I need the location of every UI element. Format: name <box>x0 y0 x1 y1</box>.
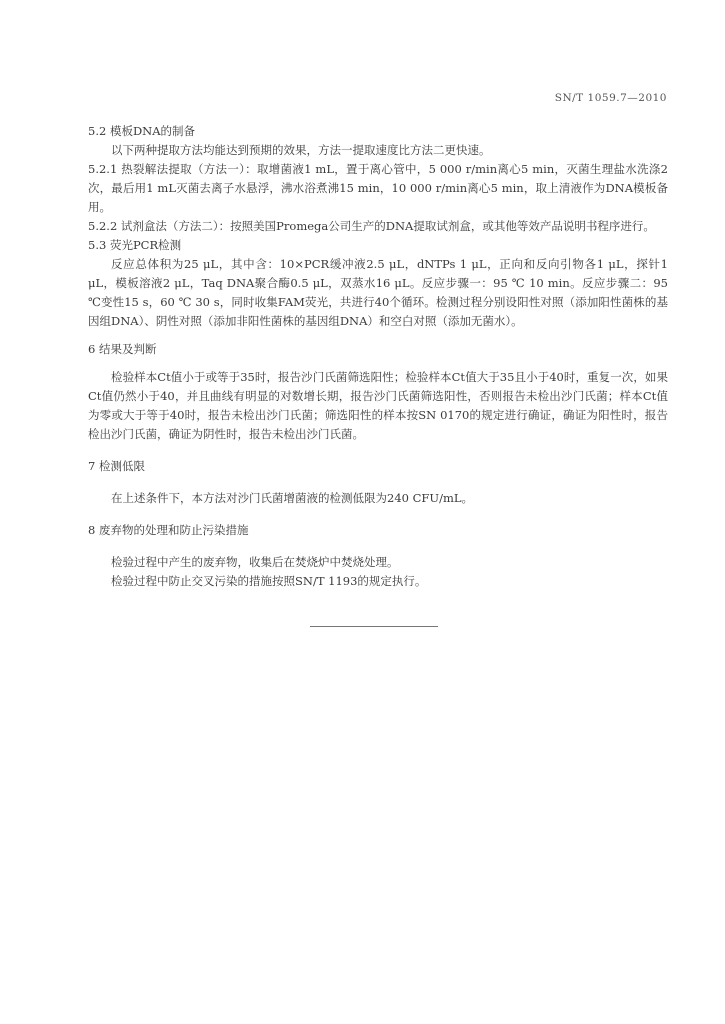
section-5-2-2-paragraph: 5.2.2 试剂盒法（方法二）：按照美国Promega公司生产的DNA提取试剂盒，或其他等效产品说明书程序进行。 <box>88 219 655 233</box>
section-5-2-1-paragraph: 5.2.1 热裂解法提取（方法一）：取增菌液1 mL，置于离心管中，5 000 r/min离心5 min，灭菌生理盐水洗涤2次，最后用1 mL灭菌去离子水悬浮，沸水浴煮沸15 min，10 000 r/min离心5 min，取上清液作为DNA模板备用。 <box>88 162 668 214</box>
section-8-paragraph-2: 检验过程中防止交叉污染的措施按照SN/T 1193的规定执行。 <box>111 574 427 588</box>
section-5-2-intro: 以下两种提取方法均能达到预期的效果，方法一提取速度比方法二更快速。 <box>111 143 491 157</box>
section-7-paragraph: 在上述条件下，本方法对沙门氏菌增菌液的检测低限为240 CFU/mL。 <box>111 491 473 505</box>
standard-code-header: SN/T 1059.7—2010 <box>554 92 667 104</box>
section-8-heading: 8 废弃物的处理和防止污染措施 <box>88 523 249 537</box>
section-8-paragraph-1: 检验过程中产生的废弃物，收集后在焚烧炉中焚烧处理。 <box>111 555 399 569</box>
section-6-heading: 6 结果及判断 <box>88 342 157 356</box>
section-7-heading: 7 检测低限 <box>88 459 145 473</box>
section-5-3-heading: 5.3 荧光PCR检测 <box>88 238 182 252</box>
spacer <box>88 359 668 368</box>
document-end-line <box>310 626 438 627</box>
spacer <box>88 476 668 489</box>
spacer <box>88 331 668 340</box>
document-body <box>88 122 668 591</box>
section-6-paragraph: 检验样本Ct值小于或等于35时，报告沙门氏菌筛选阳性；检验样本Ct值大于35且小于40时，重复一次，如果Ct值仍然小于40，并且曲线有明显的对数增长期，报告沙门氏菌筛选阳性，否则报告未检出沙门氏菌；样本Ct值为零或大于等于40时，报告未检出沙门氏菌；筛选阳性的样本按SN 0170的规定进行确证，确证为阳性时，报告检出沙门氏菌，确证为阴性时，报告未检出沙门氏菌。 <box>88 370 668 441</box>
spacer <box>88 508 668 521</box>
section-5-3-paragraph: 反应总体积为25 μL，其中含：10×PCR缓冲液2.5 μL，dNTPs 1 μL，正向和反向引物各1 μL，探针1 μL，模板溶液2 μL，Taq DNA聚合酶0.5 μL，双蒸水16 μL。反应步骤一：95 ℃ 10 min。反应步骤二：95 ℃变性15 s，60 ℃ 30 s，同时收集FAM荧光，共进行40个循环。检测过程分别设阳性对照（添加阳性菌株的基因组DNA）、阴性对照（添加非阳性菌株的基因组DNA）和空白对照（添加无菌水）。 <box>88 257 668 328</box>
spacer <box>88 540 668 553</box>
spacer <box>88 444 668 457</box>
section-5-2-heading: 5.2 模板DNA的制备 <box>88 124 196 138</box>
